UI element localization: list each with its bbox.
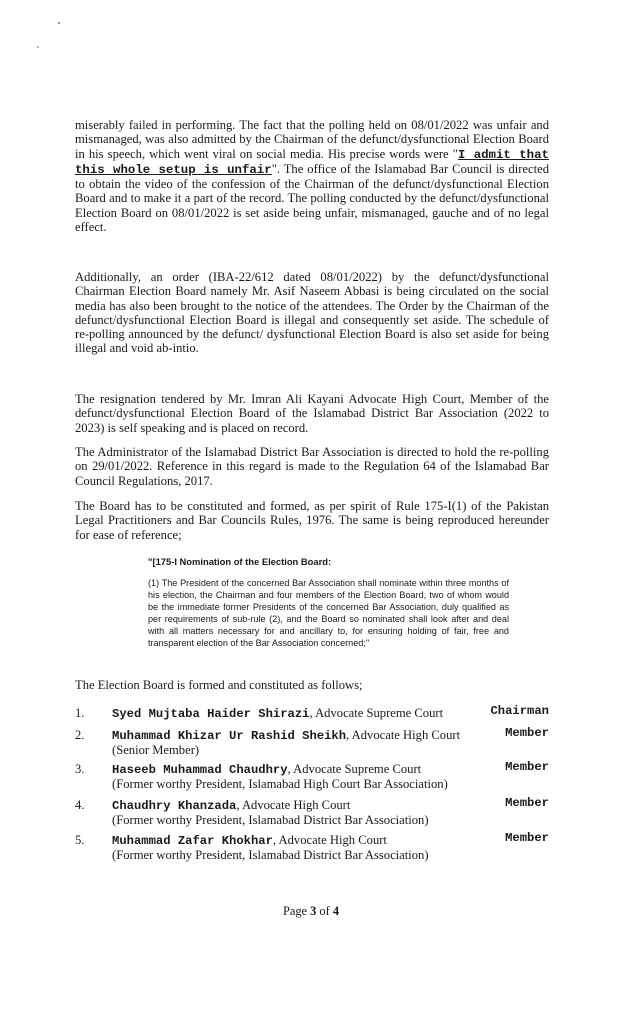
member-designation: , Advocate Supreme Court: [287, 762, 422, 776]
member-role: Chairman: [490, 704, 549, 718]
quote-body: (1) The President of the concerned Bar Association shall nominate within three months of his election, the Chairman and four members of the Election Board, two of whom would be the immediate former Presidents of the concerned Bar Association, duly qualified as per requirements of sub-rule (2), and the Board so nominated shall look after and deal with all matters necessary for and ancillary to, for ensuring holding of fair, free and transparent election of the Bar Association concerned;": [148, 578, 509, 648]
member-name: Muhammad Zafar Khokhar: [112, 834, 273, 848]
member-number: 4.: [75, 798, 85, 812]
member-name: Muhammad Khizar Ur Rashid Sheikh: [112, 729, 347, 743]
member-name-line: [112, 798, 350, 813]
board-intro: The Election Board is formed and constituted as follows;: [75, 678, 363, 692]
member-name-line: [112, 833, 387, 848]
member-note: (Senior Member): [112, 743, 200, 757]
quote-heading: "[175-I Nomination of the Election Board:: [148, 556, 332, 567]
paragraph-rule-reference: The Board has to be constituted and formed, as per spirit of Rule 175-I(1) of the Pakistan Legal Practitioners and Bar Councils Rules, 1976. The same is being reproduced hereunder for ease of reference;: [75, 499, 549, 542]
member-name: Chaudhry Khanzada: [112, 799, 237, 813]
paragraph-order-set-aside: Additionally, an order (IBA-22/612 dated 08/01/2022) by the defunct/dysfunctional Chairman Election Board namely Mr. Asif Naseem Abbasi is being circulated on the social media has also been brought to the notice of the attendees. The Order by the Chairman of the defunct/dysfunctional Election Board is illegal and consequently set aside. The schedule of re-polling announced by the defunct/ dysfunctional Election Board is also set aside for being illegal and void ab-intio.: [75, 270, 549, 356]
scan-speck: [37, 46, 39, 48]
member-name-line: [112, 706, 443, 721]
member-role: Member: [505, 760, 549, 774]
quoted-words: I admit that this whole setup is unfair: [75, 147, 549, 177]
member-note: (Former worthy President, Islamabad High Court Bar Association): [112, 777, 448, 791]
page-number: Page 3 of 4: [282, 904, 340, 918]
member-name-line: [112, 762, 421, 777]
total-pages: 4: [332, 904, 340, 918]
member-number: 3.: [75, 762, 85, 776]
member-role: Member: [505, 796, 549, 810]
paragraph-re-polling: The Administrator of the Islamabad District Bar Association is directed to hold the re-polling on 29/01/2022. Reference in this regard is made to the Regulation 64 of the Islamabad Bar Council Regulations, 2017.: [75, 445, 549, 488]
member-number: 1.: [75, 706, 85, 720]
member-designation: , Advocate High Court: [236, 798, 351, 812]
paragraph-polling-unfair: [75, 118, 549, 234]
member-designation: , Advocate High Court: [346, 728, 461, 742]
paragraph-text: ". The office of the Islamabad Bar Council is directed to obtain the video of the confession of the Chairman of the defunct/dysfunctional Election Board and to make it a part of the record. The polling conducted by the defunct/dysfunctional Election Board on 08/01/2022 is set aside being unfair, mismanaged, gauche and of no legal effect.: [75, 161, 549, 235]
member-role: Member: [505, 726, 549, 740]
member-designation: , Advocate High Court: [272, 833, 387, 847]
member-designation: , Advocate Supreme Court: [309, 706, 444, 720]
paragraph-resignation: The resignation tendered by Mr. Imran Ali Kayani Advocate High Court, Member of the defunct/dysfunctional Election Board of the Islamabad District Bar Association (2022 to 2023) is self speaking and is placed on record.: [75, 392, 549, 435]
scan-speck: [58, 22, 60, 24]
current-page: 3: [310, 904, 317, 918]
member-number: 2.: [75, 728, 85, 742]
paragraph-text: miserably failed in performing. The fact that the polling held on 08/01/2022 was unfair and mismanaged, was also admitted by the Chairman of the defunct/dysfunctional Election Board in his speech, which went viral on social media. His precise words were ": [75, 118, 549, 161]
member-note: (Former worthy President, Islamabad District Bar Association): [112, 848, 429, 862]
member-name: Haseeb Muhammad Chaudhry: [112, 763, 288, 777]
member-note: (Former worthy President, Islamabad District Bar Association): [112, 813, 429, 827]
member-role: Member: [505, 831, 549, 845]
member-number: 5.: [75, 833, 85, 847]
member-name-line: [112, 728, 460, 743]
member-name: Syed Mujtaba Haider Shirazi: [112, 707, 310, 721]
